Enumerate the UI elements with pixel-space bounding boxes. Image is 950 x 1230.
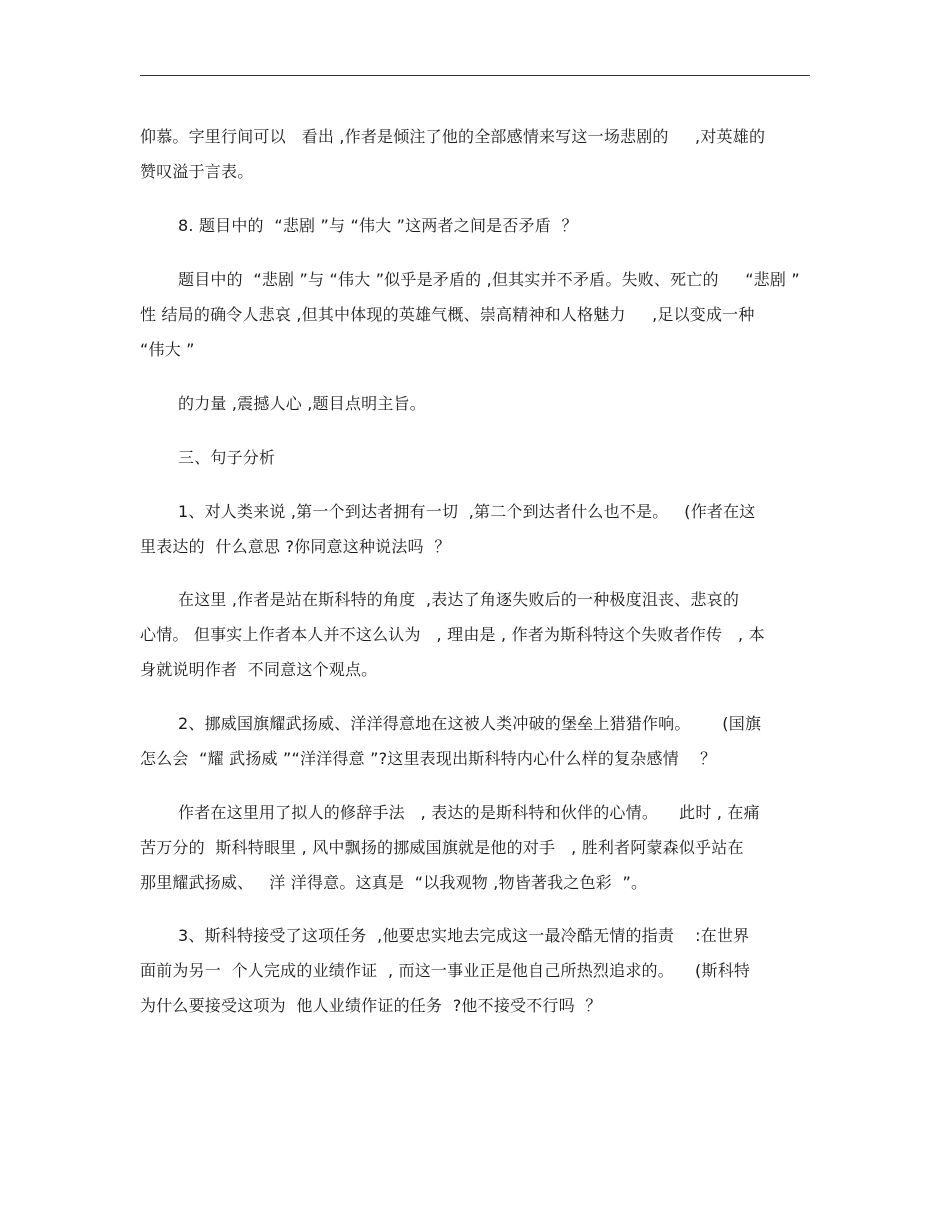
text-line: 2、挪威国旗耀武扬威、洋洋得意地在这被人类冲破的堡垒上猎猎作响。 (国旗 (178, 714, 762, 733)
text-line: 仰慕。字里行间可以 看出 ,作者是倾注了他的全部感情来写这一场悲剧的 ,对英雄的 (140, 127, 766, 146)
text-line: 赞叹溢于言表。 (140, 162, 254, 181)
text-line: 怎么会 “耀 武扬威 ”“洋洋得意 ”?这里表现出斯科特内心什么样的复杂感情 ？ (140, 749, 717, 768)
text-line: 为什么要接受这项为 他人业绩作证的任务 ?他不接受不行吗 ？ (140, 996, 602, 1015)
text-line: 心情。 但事实上作者本人并不这么认为 , 理由是 , 作者为斯科特这个失败者作传 , 本 (140, 625, 765, 644)
text-line: 那里耀武扬威、 洋 洋得意。这真是 “以我观物 ,物皆著我之色彩 ”。 (140, 873, 648, 892)
text-line: 在这里 ,作者是站在斯科特的角度 ,表达了角逐失败后的一种极度沮丧、悲哀的 (178, 590, 740, 609)
text-line: 苦万分的 斯科特眼里 , 风中飘扬的挪威国旗就是他的对手 , 胜利者阿蒙森似乎站在 (140, 838, 744, 857)
question-heading: 8. 题目中的 “悲剧 ”与 “伟大 ”这两者之间是否矛盾 ？ (178, 216, 578, 235)
text-line: 3、斯科特接受了这项任务 ,他要忠实地去完成这一最冷酷无情的指责 :在世界 (178, 926, 750, 945)
text-line: 面前为另一 个人完成的业绩作证 , 而这一事业正是他自己所热烈追求的。 (斯科特 (140, 961, 751, 980)
text-line: 题目中的 “悲剧 ”与 “伟大 ”似乎是矛盾的 ,但其实并不矛盾。失败、死亡的 “悲剧 ” (178, 270, 800, 289)
text-line: 性 结局的确令人悲哀 ,但其中体现的英雄气概、崇高精神和人格魅力 ,足以变成一种 (140, 305, 755, 324)
text-line: “伟大 ” (140, 340, 195, 359)
section-heading: 三、句子分析 (178, 448, 276, 467)
text-line: 的力量 ,震撼人心 ,题目点明主旨。 (178, 394, 426, 413)
text-line: 1、对人类来说 ,第一个到达者拥有一切 ,第二个到达者什么也不是。 (作者在这 (178, 502, 756, 521)
text-line: 作者在这里用了拟人的修辞手法 , 表达的是斯科特和伙伴的心情。 此时 , 在痛 (178, 803, 760, 822)
text-line: 身就说明作者 不同意这个观点。 (140, 660, 378, 679)
text-line: 里表达的 什么意思 ?你同意这种说法吗 ？ (140, 537, 451, 556)
header-rule (140, 75, 810, 76)
